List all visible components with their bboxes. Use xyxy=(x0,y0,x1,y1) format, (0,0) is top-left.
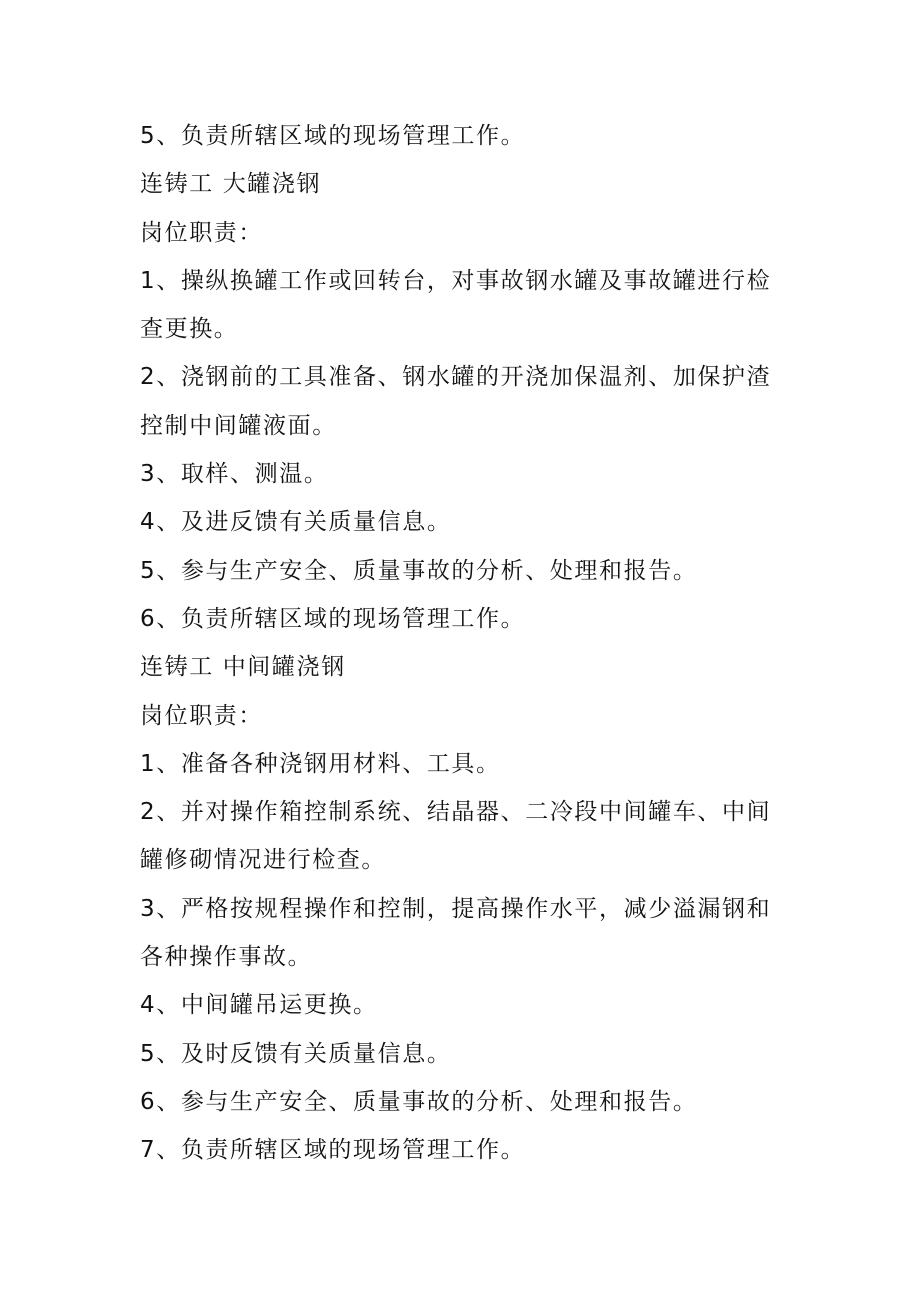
section-heading: 连铸工 大罐浇钢 xyxy=(140,171,322,198)
text-line: 6、负责所辖区域的现场管理工作。 xyxy=(140,605,526,632)
section-heading: 连铸工 中间罐浇钢 xyxy=(140,654,346,681)
text-line: 2、并对操作箱控制系统、结晶器、二冷段中间罐车、中间 xyxy=(140,799,772,826)
text-line: 控制中间罐液面。 xyxy=(140,412,337,439)
text-line: 1、操纵换罐工作或回转台，对事故钢水罐及事故罐进行检 xyxy=(140,267,772,294)
text-line: 罐修砌情况进行检查。 xyxy=(140,847,386,874)
text-line: 5、参与生产安全、质量事故的分析、处理和报告。 xyxy=(140,557,698,584)
text-line: 2、浇钢前的工具准备、钢水罐的开浇加保温剂、加保护渣 xyxy=(140,364,772,391)
text-line: 查更换。 xyxy=(140,316,239,343)
text-line: 5、负责所辖区域的现场管理工作。 xyxy=(140,123,526,149)
subsection-label: 岗位职责： xyxy=(140,702,263,729)
text-line: 7、负责所辖区域的现场管理工作。 xyxy=(140,1137,526,1164)
text-line: 6、参与生产安全、质量事故的分析、处理和报告。 xyxy=(140,1088,698,1115)
text-line: 4、及进反馈有关质量信息。 xyxy=(140,509,452,536)
text-line: 1、准备各种浇钢用材料、工具。 xyxy=(140,750,501,777)
document-body xyxy=(140,112,790,1175)
text-line: 4、中间罐吊运更换。 xyxy=(140,992,378,1019)
text-line: 5、及时反馈有关质量信息。 xyxy=(140,1040,452,1067)
text-line: 3、取样、测温。 xyxy=(140,461,329,488)
text-line: 3、严格按规程操作和控制，提高操作水平，减少溢漏钢和 xyxy=(140,895,772,922)
subsection-label: 岗位职责： xyxy=(140,219,263,246)
text-line: 各种操作事故。 xyxy=(140,944,313,971)
